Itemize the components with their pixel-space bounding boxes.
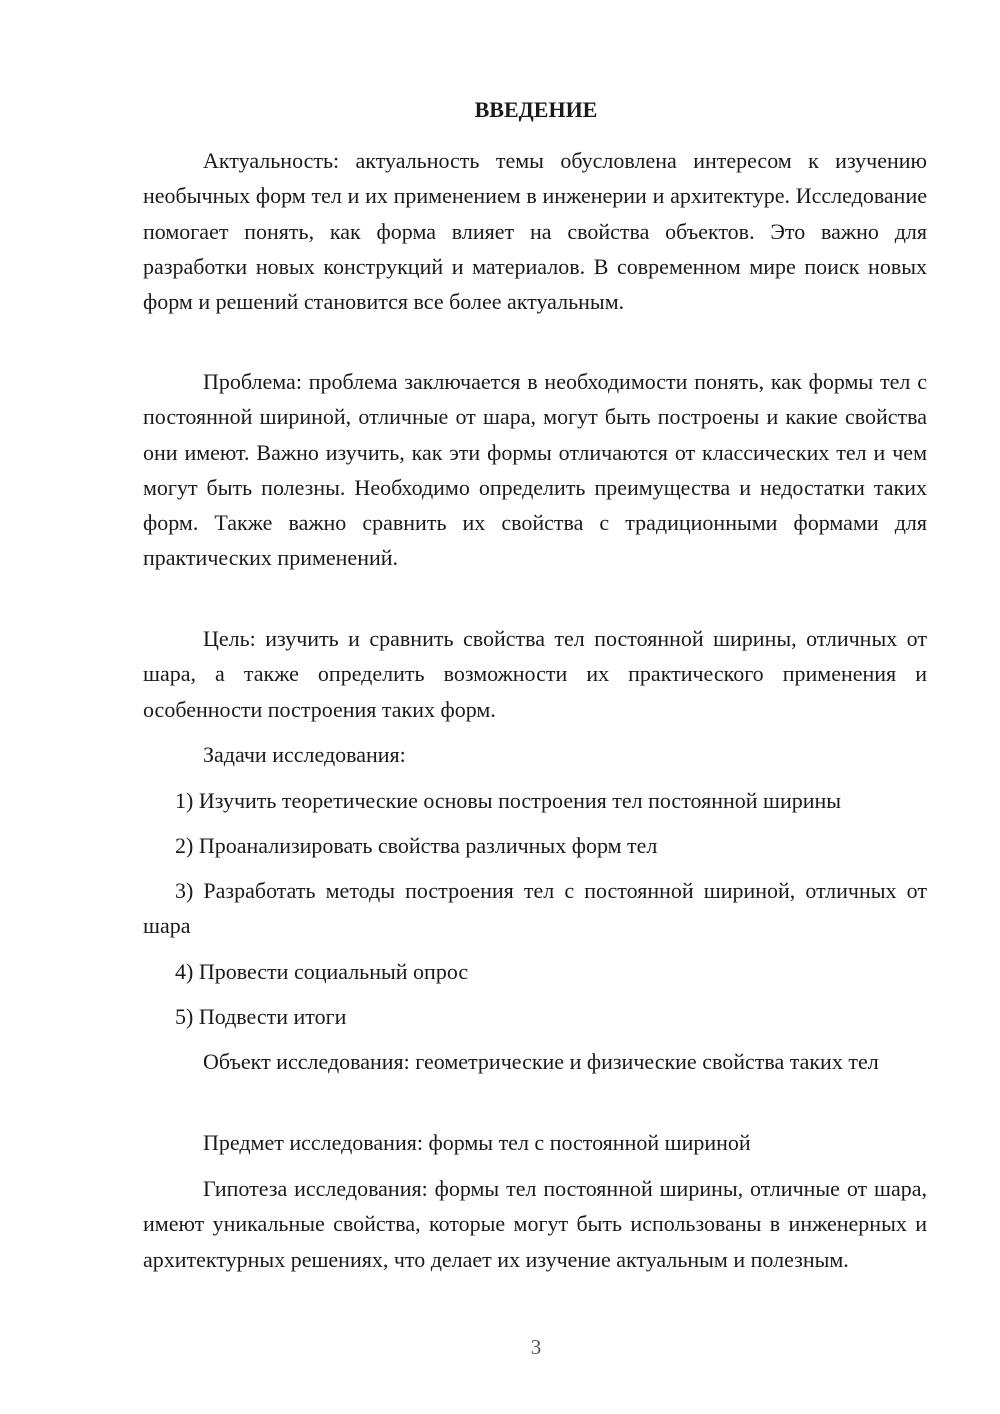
task-item: 2) Проанализировать свойства различных форм тел [175,833,658,858]
goal-paragraph: Цель: изучить и сравнить свойства тел постоянной ширины, отличных от шара, а также определить возможности их практического применения и особенности построения таких форм. [143,626,927,722]
tasks-heading: Задачи исследования: [203,742,406,767]
subject-paragraph: Предмет исследования: формы тел с постоянной шириной [203,1130,751,1155]
problem-paragraph: Проблема: проблема заключается в необходимости понять, как формы тел с постоянной шириной, отличные от шара, могут быть построены и какие свойства они имеют. Важно изучить, как эти формы отличаются от классических тел и чем могут быть полезны. Необходимо определить преимущества и недостатки таких форм. Также важно сравнить их свойства с традиционными формами для практических применений. [143,369,927,571]
task-item: 1) Изучить теоретические основы построения тел постоянной ширины [175,788,842,813]
hypothesis-paragraph: Гипотеза исследования: формы тел постоянной ширины, отличные от шара, имеют уникальные свойства, которые могут быть использованы в инженерных и архитектурных решениях, что делает их изучение актуальным и полезным. [143,1176,927,1272]
object-paragraph: Объект исследования: геометрические и физические свойства таких тел [203,1049,879,1074]
page-title: ВВЕДЕНИЕ [474,97,598,122]
relevance-paragraph: Актуальность: актуальность темы обусловлена интересом к изучению необычных форм тел и их применением в инженерии и архитектуре. Исследование помогает понять, как форма влияет на свойства объектов. Это важно для разработки новых конструкций и материалов. В современном мире поиск новых форм и решений становится все более актуальным. [143,148,927,315]
task-item: 4) Провести социальный опрос [175,959,469,984]
task-item: 3) Разработать методы построения тел с постоянной шириной, отличных от шара [143,878,927,939]
task-item: 5) Подвести итоги [175,1004,347,1029]
page-number: 3 [530,1335,542,1359]
